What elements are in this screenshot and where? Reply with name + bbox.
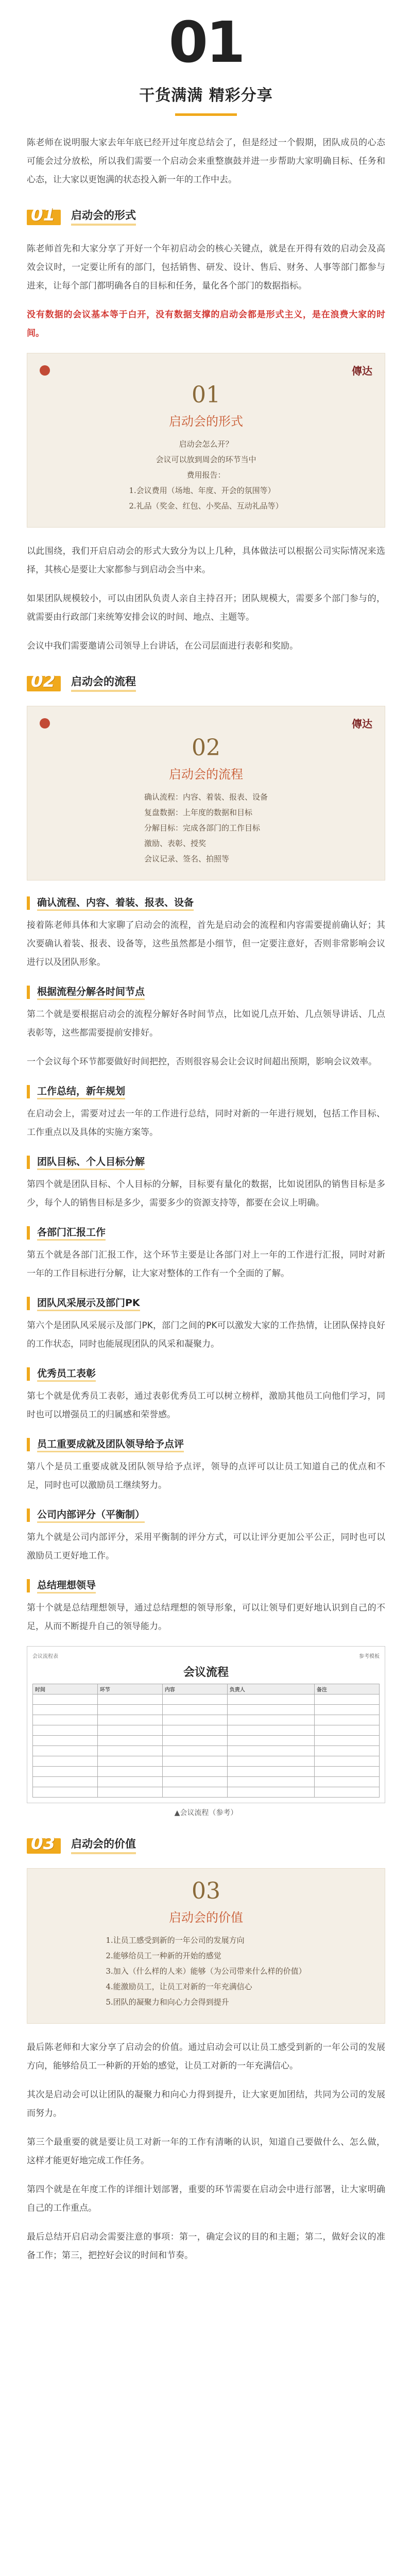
subsection-header [27, 1083, 385, 1099]
table-cell [162, 1767, 227, 1777]
paragraph: 第六个是团队风采展示及部门PK，部门之间的PK可以激发大家的工作热情，让团队保持良好的工作状态，同时也能展现团队的风采和凝聚力。 [27, 1320, 385, 1349]
table-row [33, 1746, 380, 1756]
table-cell [162, 1746, 227, 1756]
table-cell [33, 1694, 98, 1705]
paragraph: 一个会议每个环节都要做好时间把控，否则很容易会让会议时间超出预期，影响会议效率。 [27, 1057, 377, 1067]
table-header-cell: 环节 [97, 1684, 162, 1694]
section-title: 启动会的流程 [71, 673, 136, 692]
table-row [33, 1756, 380, 1767]
table-cell [315, 1767, 380, 1777]
table-cell [227, 1787, 314, 1798]
table-cell [162, 1736, 227, 1746]
table-cell [33, 1756, 98, 1767]
table-cell [33, 1746, 98, 1756]
hero-number: 01 [168, 9, 244, 75]
hero-title: 干货满满 精彩分享 [139, 87, 273, 105]
subsection-header [27, 895, 385, 911]
subsection-header [27, 1507, 385, 1523]
card-title: 启动会的流程 [169, 767, 243, 782]
table-cell [97, 1767, 162, 1777]
subsection-header [27, 1578, 385, 1594]
paragraph: 会议中我们需要邀请公司领导上台讲话，在公司层面进行表彰和奖励。 [27, 641, 298, 651]
table-cell [162, 1756, 227, 1767]
table-cell [227, 1715, 314, 1725]
subsection-header [27, 1436, 385, 1452]
paragraph: 第八个是员工重要成就及团队领导给予点评，领导的点评可以让员工知道自己的优点和不足，同时也可以激励员工继续努力。 [27, 1462, 385, 1490]
table-row [33, 1694, 380, 1705]
section-header-2 [27, 671, 385, 694]
table-header-cell: 内容 [162, 1684, 227, 1694]
section-title: 启动会的形式 [71, 207, 136, 226]
table-row [33, 1787, 380, 1798]
subsection-header [27, 1295, 385, 1311]
section-card-image-2 [27, 706, 385, 880]
subsection-header [27, 1225, 385, 1241]
paragraph: 接着陈老师具体和大家聊了启动会的流程，首先是启动会的流程和内容需要提前确认好；其次要确认着装、报表、设备等，这些虽然都是小细节，但一定要注意好，否则非常影响会议进行以及团队形象。 [27, 920, 385, 968]
card-number: 01 [192, 382, 220, 408]
table-cell [315, 1777, 380, 1787]
table-cell [227, 1694, 314, 1705]
table-cell [315, 1694, 380, 1705]
flow-title: 会议流程 [183, 1666, 229, 1679]
paragraph: 如果团队规模较小，可以由团队负责人亲自主持召开；团队规模大，需要多个部门参与的，就需要由行政部门来统筹安排会议的时间、地点、主题等。 [27, 594, 385, 622]
image-caption: ▲会议流程（参考） [174, 1809, 238, 1817]
subsection-title: 优秀员工表彰 [37, 1366, 96, 1382]
table-cell [315, 1715, 380, 1725]
table-cell [33, 1725, 98, 1736]
subsection-title: 员工重要成就及团队领导给予点评 [37, 1436, 184, 1452]
table-cell [227, 1736, 314, 1746]
card-lines: 启动会怎么开？ 会议可以放到周会的环节当中 费用报告： 1.会议费用（场地、年度、开会的氛围等） 2.礼品（奖金、红包、小奖品、互动礼品等） [129, 439, 283, 511]
intro-paragraph: 陈老师在说明服大家去年年底已经开过年度总结会了，但是经过一个假期，团队成员的心态可能会过分放松，所以我们需要一个启动会来重整旗鼓并进一步帮助大家明确目标、任务和心态，让大家以更饱满的状态投入新一年的工作中去。 [27, 138, 385, 185]
paragraph: 以此围绕，我们开启启动会的形式大致分为以上几种，具体做法可以根据公司实际情况来选择，其核心是要让大家都参与到启动会当中来。 [27, 546, 385, 575]
section-header-1 [27, 205, 385, 228]
subsection-header [27, 984, 385, 1000]
brand-logo [40, 718, 53, 728]
card-lines: 1.让员工感受到新的一年公司的发展方向 2.能够给员工一种新的开始的感觉 3.加入（什么样的人来）能够（为公司带来什么样的价值） 4.能激励员工，让员工对新的一年充满信心 5.团队的凝聚力和向心力会得到提升 [106, 1936, 306, 2007]
table-cell [33, 1715, 98, 1725]
table-row [33, 1736, 380, 1746]
meeting-flow-table-image: 会议流程表 参考模板 会议流程 时间 环节 内容 负责人 备注 [27, 1646, 385, 1803]
table-cell [162, 1787, 227, 1798]
logo-icon [40, 365, 50, 376]
table-row [33, 1767, 380, 1777]
table-cell [97, 1694, 162, 1705]
paragraph: 第十个就是总结理想领导，通过总结理想的领导形象，可以让领导们更好地认识到自己的不足，从而不断提升自己的领导能力。 [27, 1603, 385, 1632]
brand-logo [40, 365, 53, 376]
table-header-cell: 备注 [315, 1684, 380, 1694]
table-cell [315, 1746, 380, 1756]
section-card-image-1 [27, 353, 385, 528]
table-cell [97, 1746, 162, 1756]
table-cell [162, 1725, 227, 1736]
table-cell [315, 1756, 380, 1767]
table-cell [315, 1787, 380, 1798]
subsection-title: 确认流程、内容、着装、报表、设备 [37, 895, 194, 911]
table-cell [97, 1777, 162, 1787]
table-cell [162, 1715, 227, 1725]
table-row [33, 1705, 380, 1715]
table-cell [227, 1777, 314, 1787]
article-header [0, 0, 412, 116]
table-cell [97, 1736, 162, 1746]
paragraph: 最后陈老师和大家分享了启动会的价值。通过启动会可以让员工感受到新的一年公司的发展方向，能够给员工一种新的开始的感觉，让员工对新的一年充满信心。 [27, 2042, 385, 2071]
subsection-title: 总结理想领导 [37, 1578, 96, 1594]
table-cell [315, 1725, 380, 1736]
table-cell [227, 1767, 314, 1777]
table-cell [162, 1705, 227, 1715]
card-lines: 确认流程：内容、着装、报表、设备 复盘数据：上年度的数据和目标 分解目标：完成各部门的工作目标 激励、表彰、授奖 会议记录、签名、拍照等 [144, 792, 268, 863]
subsection-title: 各部门汇报工作 [37, 1225, 106, 1241]
subsection-title: 工作总结，新年规划 [37, 1083, 125, 1099]
highlight-paragraph: 没有数据的会议基本等于白开，没有数据支撑的启动会都是形式主义，是在浪费大家的时间。 [27, 310, 385, 338]
section2-subsections [27, 895, 385, 1636]
card-number: 03 [192, 1878, 220, 1904]
brand-mark-icon: 傳达 [352, 365, 372, 377]
section-header-3 [27, 1833, 385, 1857]
subsection-header [27, 1366, 385, 1382]
paragraph: 第七个就是优秀员工表彰，通过表彰优秀员工可以树立榜样，激励其他员工向他们学习，同时也可以增强员工的归属感和荣誉感。 [27, 1391, 385, 1420]
title-underline [175, 113, 237, 116]
paragraph: 陈老师首先和大家分享了开好一个年初启动会的核心关键点，就是在开得有效的启动会及高效会议时，一定要让所有的部门，包括销售、研发、设计、售后、财务、人事等部门都参与进来，让每个部门都明确各自的目标和任务，量化各个部门的数据指标。 [27, 244, 385, 291]
paragraph: 最后总结开启启动会需要注意的事项：第一，确定会议的目的和主题；第二，做好会议的准备工作；第三，把控好会议的时间和节奏。 [27, 2232, 385, 2261]
paragraph: 第四个就是团队目标、个人目标的分解，目标要有量化的数据，比如说团队的销售目标是多少，每个人的销售目标是多少，需要多少的资源支持等，都要在会议上明确。 [27, 1179, 385, 1208]
table-cell [33, 1705, 98, 1715]
flow-table [32, 1684, 380, 1798]
paragraph: 第九个就是公司内部评分，采用平衡制的评分方式，可以让评分更加公平公正，同时也可以激励员工更好地工作。 [27, 1532, 385, 1561]
subsection-title: 根据流程分解各时间节点 [37, 984, 145, 1000]
paragraph: 第四个就是在年度工作的详细计划部署，重要的环节需要在启动会中进行部署，让大家明确自己的工作重点。 [27, 2184, 385, 2213]
paragraph: 第五个就是各部门汇报工作，这个环节主要是让各部门对上一年的工作进行汇报，同时对新一年的工作目标进行分解，让大家对整体的工作有一个全面的了解。 [27, 1250, 385, 1279]
paragraph: 第二个就是要根据启动会的流程分解好各时间节点，比如说几点开始、几点领导讲话、几点表彰等，这些都需要提前安排好。 [27, 1009, 385, 1038]
card-number: 02 [192, 735, 220, 761]
table-cell [33, 1787, 98, 1798]
section-title: 启动会的价值 [71, 1836, 136, 1854]
section-badge: 01 [27, 205, 63, 228]
table-cell [162, 1694, 227, 1705]
subsection-title: 公司内部评分（平衡制） [37, 1507, 145, 1523]
table-row [33, 1715, 380, 1725]
table-header-cell: 时间 [33, 1684, 98, 1694]
table-cell [227, 1705, 314, 1715]
table-cell [227, 1756, 314, 1767]
table-cell [227, 1746, 314, 1756]
table-cell [97, 1725, 162, 1736]
brand-mark-icon: 傳达 [352, 718, 372, 730]
table-cell [315, 1705, 380, 1715]
card-title: 启动会的形式 [169, 414, 243, 429]
section-badge: 03 [27, 1833, 63, 1857]
card-title: 启动会的价值 [169, 1910, 243, 1925]
table-row [33, 1777, 380, 1787]
paragraph: 第三个最重要的就是要让员工对新一年的工作有清晰的认识，知道自己要做什么、怎么做，这样才能更好地完成工作任务。 [27, 2137, 385, 2166]
table-cell [97, 1715, 162, 1725]
logo-icon [40, 718, 50, 728]
table-cell [33, 1767, 98, 1777]
table-cell [315, 1736, 380, 1746]
paragraph: 其次是启动会可以让团队的凝聚力和向心力得到提升，让大家更加团结，共同为公司的发展而努力。 [27, 2090, 385, 2119]
section-badge: 02 [27, 671, 63, 694]
subsection-title: 团队目标、个人目标分解 [37, 1154, 145, 1170]
table-header-cell: 负责人 [227, 1684, 314, 1694]
paragraph: 在启动会上，需要对过去一年的工作进行总结，同时对新的一年进行规划，包括工作目标、工作重点以及具体的实施方案等。 [27, 1109, 385, 1138]
section-card-image-3 [27, 1868, 385, 2024]
article-body [0, 133, 412, 2265]
subsection-header [27, 1154, 385, 1170]
table-cell [33, 1736, 98, 1746]
table-cell [227, 1725, 314, 1736]
table-cell [33, 1777, 98, 1787]
table-cell [97, 1787, 162, 1798]
table-cell [97, 1756, 162, 1767]
table-cell [97, 1705, 162, 1715]
table-cell [162, 1777, 227, 1787]
subsection-title: 团队风采展示及部门PK [37, 1295, 140, 1311]
table-row [33, 1725, 380, 1736]
